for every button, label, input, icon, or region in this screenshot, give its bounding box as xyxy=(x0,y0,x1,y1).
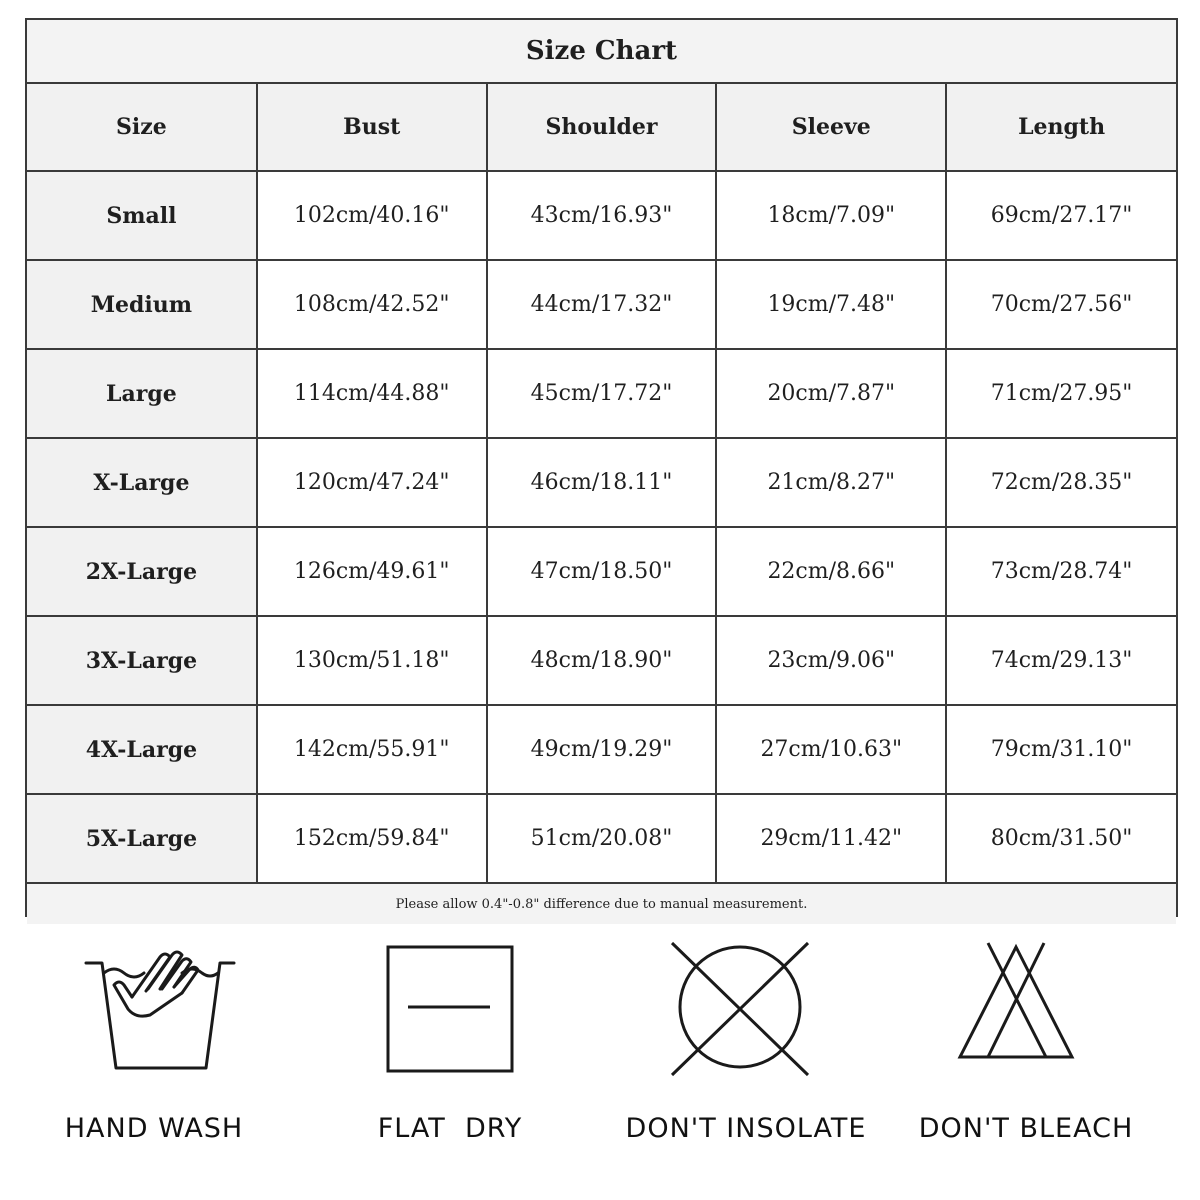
size-chart-table xyxy=(27,20,1176,924)
shoulder-cell: 47cm/18.50" xyxy=(487,527,717,616)
length-cell: 79cm/31.10" xyxy=(946,705,1176,794)
size-cell: 5X-Large xyxy=(27,794,257,883)
length-cell: 80cm/31.50" xyxy=(946,794,1176,883)
sleeve-cell: 22cm/8.66" xyxy=(716,527,946,616)
measurement-note: Please allow 0.4"-0.8" difference due to manual measurement. xyxy=(27,883,1176,924)
care-label-flat-dry: FLAT DRY xyxy=(377,1113,523,1144)
table-row xyxy=(27,260,1176,349)
length-cell: 74cm/29.13" xyxy=(946,616,1176,705)
table-row xyxy=(27,705,1176,794)
size-cell: Medium xyxy=(27,260,257,349)
column-header-size: Size xyxy=(27,83,257,171)
table-row xyxy=(27,794,1176,883)
bust-cell: 108cm/42.52" xyxy=(257,260,487,349)
care-label-hand-wash: HAND WASH xyxy=(64,1113,244,1144)
size-cell: 2X-Large xyxy=(27,527,257,616)
length-cell: 71cm/27.95" xyxy=(946,349,1176,438)
care-item-do-not-insolate xyxy=(616,935,876,1175)
size-cell: X-Large xyxy=(27,438,257,527)
length-cell: 72cm/28.35" xyxy=(946,438,1176,527)
table-row xyxy=(27,616,1176,705)
size-cell: Large xyxy=(27,349,257,438)
size-chart-title: Size Chart xyxy=(27,20,1176,83)
do-not-insolate-icon xyxy=(616,935,876,1085)
bust-cell: 102cm/40.16" xyxy=(257,171,487,260)
sleeve-cell: 20cm/7.87" xyxy=(716,349,946,438)
column-header-bust: Bust xyxy=(257,83,487,171)
table-row xyxy=(27,527,1176,616)
bust-cell: 114cm/44.88" xyxy=(257,349,487,438)
sleeve-cell: 23cm/9.06" xyxy=(716,616,946,705)
shoulder-cell: 48cm/18.90" xyxy=(487,616,717,705)
sleeve-cell: 19cm/7.48" xyxy=(716,260,946,349)
care-item-hand-wash xyxy=(24,935,284,1175)
care-label-do-not-bleach: DON'T BLEACH xyxy=(918,1113,1134,1144)
shoulder-cell: 46cm/18.11" xyxy=(487,438,717,527)
shoulder-cell: 45cm/17.72" xyxy=(487,349,717,438)
column-header-sleeve: Sleeve xyxy=(716,83,946,171)
column-header-length: Length xyxy=(946,83,1176,171)
sleeve-cell: 18cm/7.09" xyxy=(716,171,946,260)
bust-cell: 126cm/49.61" xyxy=(257,527,487,616)
sleeve-cell: 21cm/8.27" xyxy=(716,438,946,527)
size-cell: Small xyxy=(27,171,257,260)
table-row xyxy=(27,438,1176,527)
length-cell: 70cm/27.56" xyxy=(946,260,1176,349)
care-item-do-not-bleach xyxy=(896,935,1156,1175)
hand-wash-icon xyxy=(24,935,284,1085)
table-row xyxy=(27,171,1176,260)
shoulder-cell: 44cm/17.32" xyxy=(487,260,717,349)
care-item-flat-dry xyxy=(320,935,580,1175)
bust-cell: 152cm/59.84" xyxy=(257,794,487,883)
bust-cell: 130cm/51.18" xyxy=(257,616,487,705)
shoulder-cell: 43cm/16.93" xyxy=(487,171,717,260)
size-cell: 3X-Large xyxy=(27,616,257,705)
bust-cell: 120cm/47.24" xyxy=(257,438,487,527)
table-header-row xyxy=(27,83,1176,171)
length-cell: 73cm/28.74" xyxy=(946,527,1176,616)
flat-dry-icon xyxy=(320,935,580,1085)
sleeve-cell: 27cm/10.63" xyxy=(716,705,946,794)
bust-cell: 142cm/55.91" xyxy=(257,705,487,794)
column-header-shoulder: Shoulder xyxy=(487,83,717,171)
size-cell: 4X-Large xyxy=(27,705,257,794)
length-cell: 69cm/27.17" xyxy=(946,171,1176,260)
shoulder-cell: 51cm/20.08" xyxy=(487,794,717,883)
do-not-bleach-icon xyxy=(896,935,1156,1085)
size-chart xyxy=(25,18,1178,917)
table-row xyxy=(27,349,1176,438)
sleeve-cell: 29cm/11.42" xyxy=(716,794,946,883)
care-label-do-not-insolate: DON'T INSOLATE xyxy=(625,1113,867,1144)
shoulder-cell: 49cm/19.29" xyxy=(487,705,717,794)
